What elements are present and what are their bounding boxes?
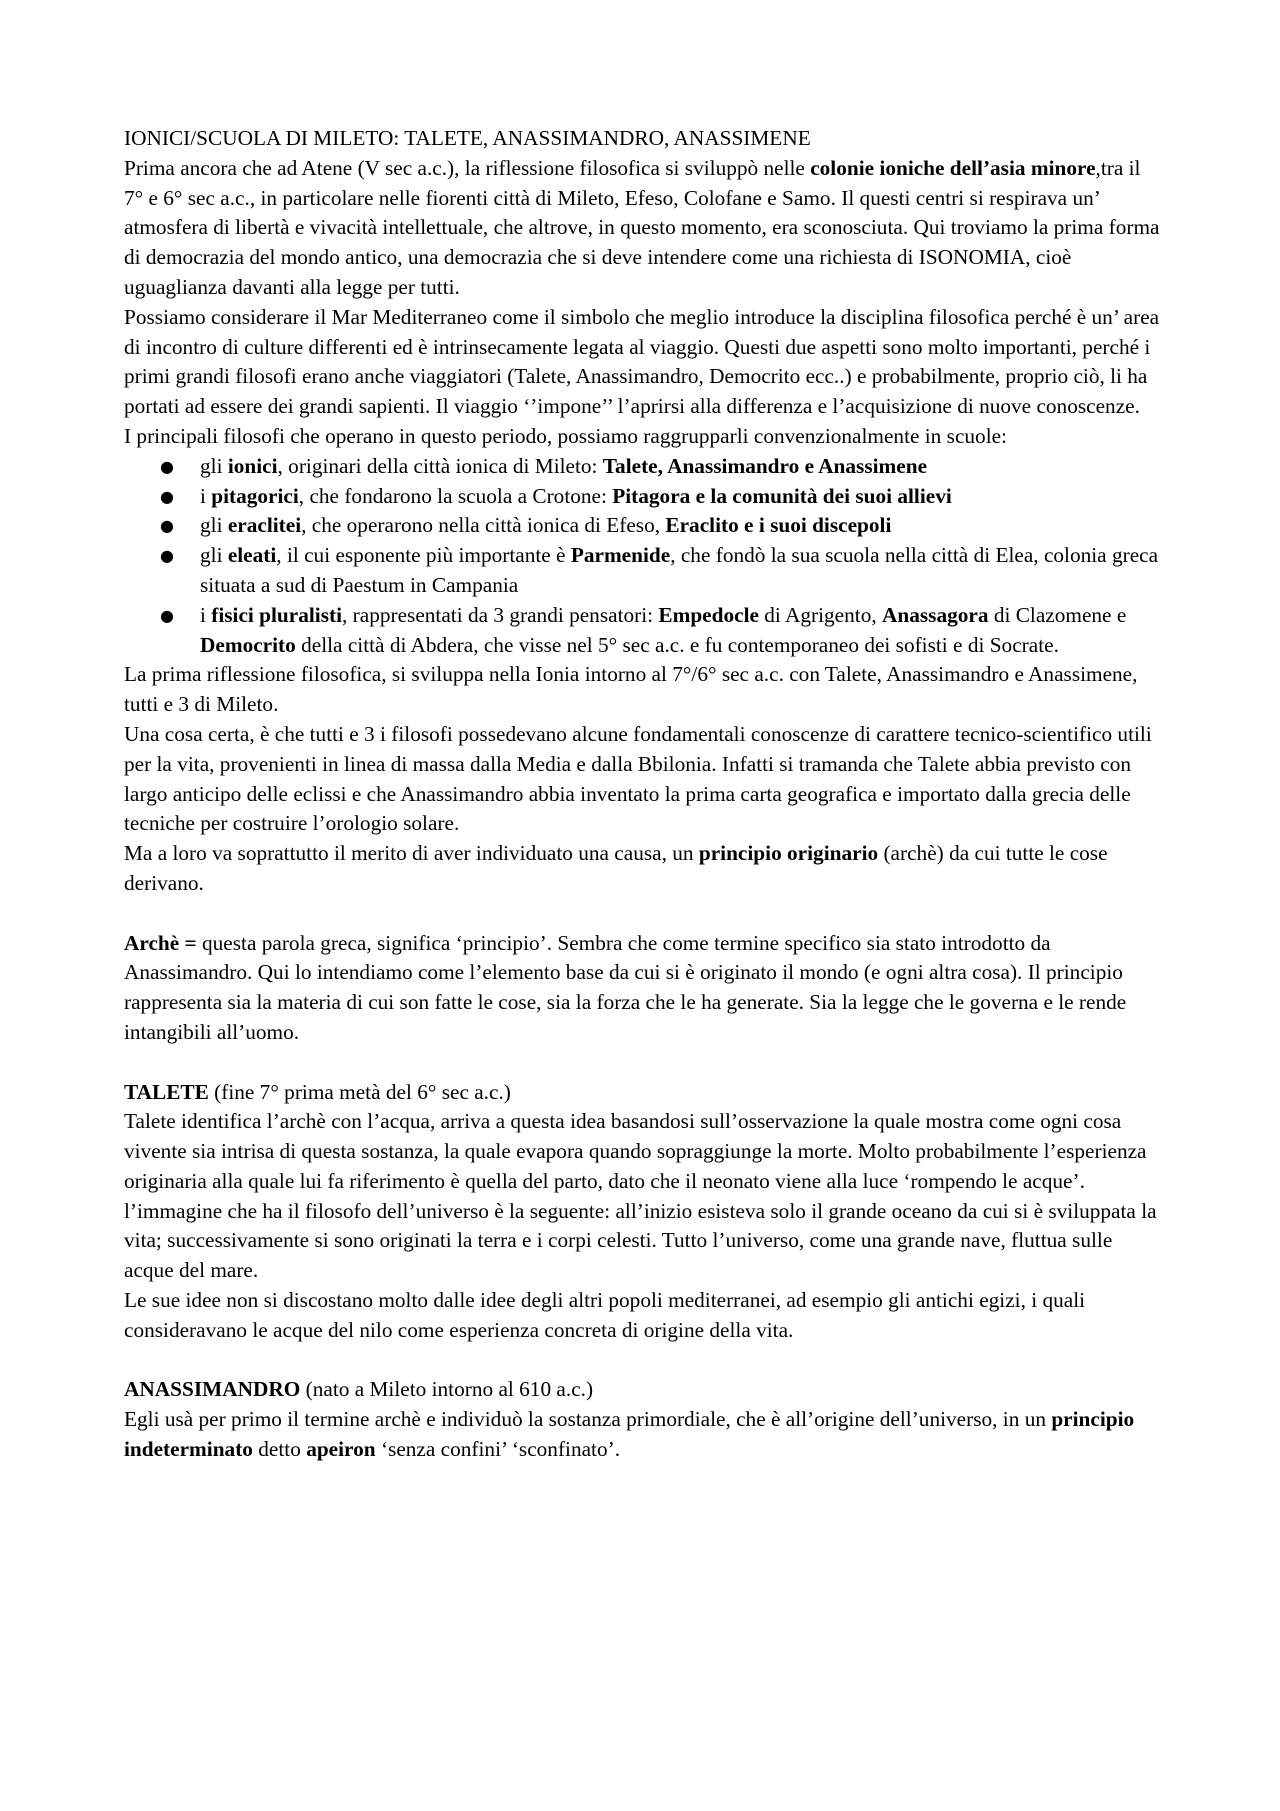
spacer	[124, 1346, 1164, 1376]
document-page	[124, 124, 1164, 1465]
talete-paragraph-3: Le sue idee non si discostano molto dalle idee degli altri popoli mediterranei, ad esempio gli antichi egizi, i quali consideravano le acque del nilo come esperienza concreta di origine della vita.	[124, 1288, 1086, 1342]
after-paragraph-1: La prima riflessione filosofica, si sviluppa nella Ionia intorno al 7°/6° sec a.c. con Talete, Anassimandro e Anassimene, tutti e 3 di Mileto.	[124, 662, 1138, 717]
spacer	[124, 899, 1164, 929]
list-item: ● gli ionici, originari della città ionica di Mileto: Talete, Anassimandro e Anassimene	[124, 452, 1164, 482]
list-item: ● i pitagorici, che fondarono la scuola a Crotone: Pitagora e la comunità dei suoi allievi	[124, 482, 1164, 512]
anassimandro-paragraph-1: Egli usà per primo il termine archè e individuò la sostanza primordiale, che è all’origine dell’universo, in un principio indeterminato detto apeiron ‘senza confini’ ‘sconfinato’.	[124, 1407, 1135, 1462]
spacer	[124, 1048, 1164, 1078]
document-title: IONICI/SCUOLA DI MILETO: TALETE, ANASSIMANDRO, ANASSIMENE	[124, 126, 811, 150]
anassimandro-heading: ANASSIMANDRO (nato a Mileto intorno al 610 a.c.)	[124, 1377, 594, 1402]
bullet-icon: ●	[160, 605, 174, 625]
schools-list	[124, 452, 1164, 661]
intro-paragraph-2: Possiamo considerare il Mar Mediterraneo come il simbolo che meglio introduce la disciplina filosofica perché è un’ area di incontro di culture differenti ed è intrinsecamente legata al viaggio. Questi due aspetti sono molto importanti, perché i primi grandi filosofi erano anche viaggiatori (Talete, Anassimandro, Democrito ecc..) e probabilmente, proprio ciò, li ha portati ad essere dei grandi sapienti. Il viaggio ‘’impone’’ l’aprirsi alla differenza e l’acquisizione di nuove conoscenze.	[124, 304, 1160, 419]
after-paragraph-3: Ma a loro va soprattutto il merito di aver individuato una causa, un principio originario (archè) da cui tutte le cose derivano.	[124, 841, 1108, 895]
talete-paragraph-1: Talete identifica l’archè con l’acqua, arriva a questa idea basandosi sull’osservazione la quale mostra come ogni cosa vivente sia intrisa di questa sostanza, la quale evapora quando sopraggiunge la morte. Molto probabilmente l’esperienza originaria alla quale lui fa riferimento è quella del parto, dato che il neonato viene alla luce ‘rompendo le acque’.	[124, 1109, 1147, 1193]
arche-term: Archè =	[124, 930, 197, 955]
after-paragraph-2: Una cosa certa, è che tutti e 3 i filosofi possedevano alcune fondamentali conoscenze di carattere tecnico-scientifico utili per la vita, provenienti in linea di massa dalla Media e dalla Bbilonia. Infatti si tramanda che Talete abbia previsto con largo anticipo delle eclissi e che Anassimandro abbia inventato la prima carta geografica e importato dalla grecia delle tecniche per costruire l’orologio solare.	[124, 721, 1152, 836]
bullet-icon: ●	[160, 456, 174, 476]
intro-paragraph-1: Prima ancora che ad Atene (V sec a.c.), la riflessione filosofica si sviluppò nelle colonie ioniche dell’asia minore,tra il 7° e 6° sec a.c., in particolare nelle fiorenti città di Mileto, Efeso, Colofane e Samo. Il questi centri si respirava un’ atmosfera di libertà e vivacità intellettuale, che altrove, in questo momento, era sconosciuta. Qui troviamo la prima forma di democrazia del mondo antico, una democrazia che si deve intendere come una richiesta di ISONOMIA, cioè uguaglianza davanti alla legge per tutti.	[124, 155, 1160, 299]
bullet-icon: ●	[160, 516, 174, 536]
list-item: ● i fisici pluralisti, rappresentati da 3 grandi pensatori: Empedocle di Agrigento, Anassagora di Clazomene e Democrito della città di Abdera, che visse nel 5° sec a.c. e fu contemporaneo dei sofisti e di Socrate.	[160, 602, 1127, 657]
intro-paragraph-3: I principali filosofi che operano in questo periodo, possiamo raggrupparli convenzionalmente in scuole:	[124, 423, 1007, 448]
list-item: ● gli eleati, il cui esponente più importante è Parmenide, che fondò la sua scuola nella città di Elea, colonia greca situata a sud di Paestum in Campania	[160, 543, 1159, 597]
talete-paragraph-2: l’immagine che ha il filosofo dell’universo è la seguente: all’inizio esisteva solo il grande oceano da cui si è sviluppata la vita; successivamente si sono originati la terra e i corpi celesti. Tutto l’universo, come una grande nave, fluttua sulle acque del mare.	[124, 1198, 1157, 1283]
arche-definition: Archè = questa parola greca, significa ‘principio’. Sembra che come termine specifico sia stato introdotto da Anassimandro. Qui lo intendiamo come l’elemento base da cui si è originato il mondo (e ogni altra cosa). Il principio rappresenta sia la materia di cui son fatte le cose, sia la forza che le ha generate. Sia la legge che le governa e le rende intangibili all’uomo.	[124, 930, 1127, 1044]
bullet-icon: ●	[160, 546, 174, 566]
bullet-icon: ●	[160, 486, 174, 506]
talete-heading: TALETE (fine 7° prima metà del 6° sec a.c.)	[124, 1079, 511, 1104]
list-item: ● gli eraclitei, che operarono nella città ionica di Efeso, Eraclito e i suoi discepoli	[124, 511, 1164, 541]
